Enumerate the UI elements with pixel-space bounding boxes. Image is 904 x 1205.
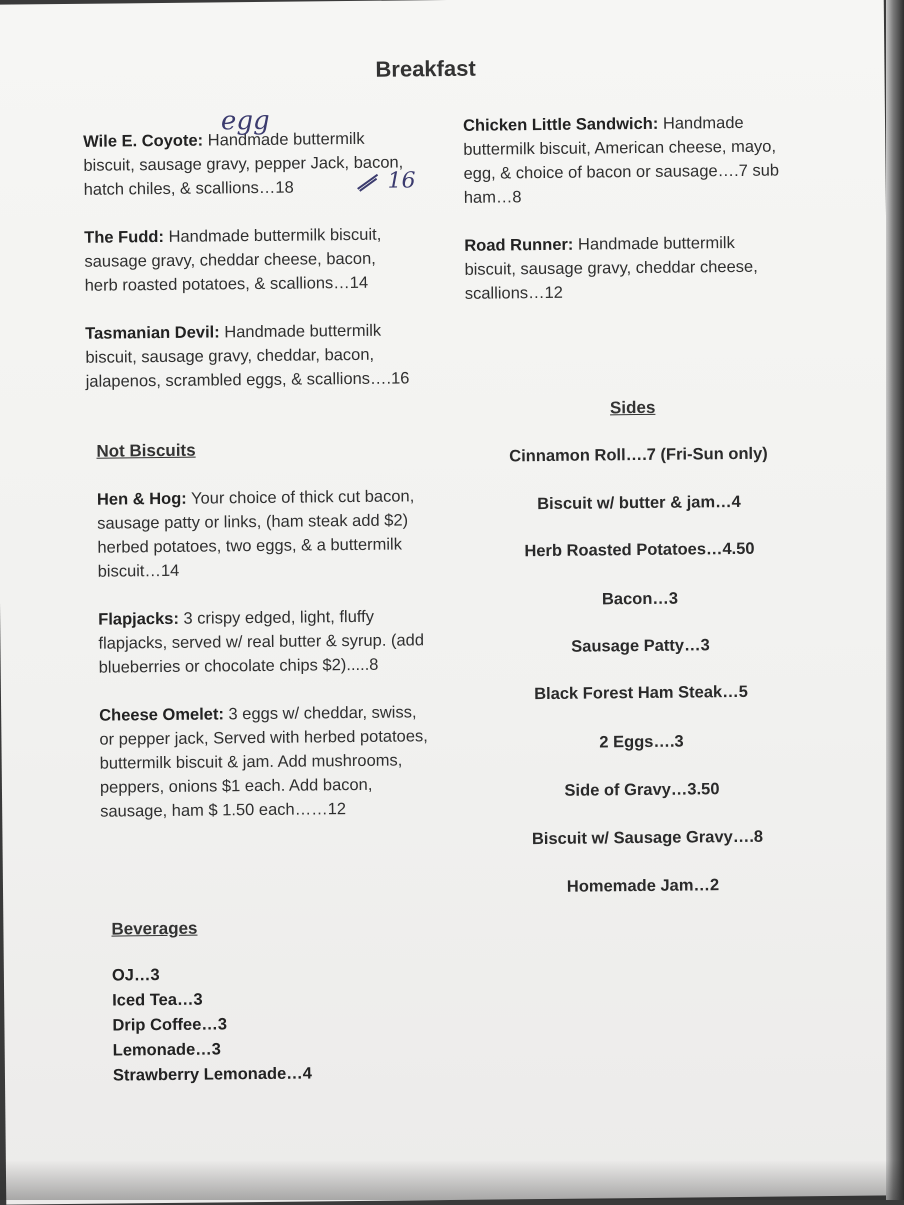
paper-edge-shadow <box>886 0 904 1200</box>
menu-item-road-runner <box>464 231 783 306</box>
menu-item-tasmanian-devil <box>85 318 411 393</box>
item-description: Handmade buttermilk biscuit, sausage gravy, cheddar cheese, scallions…12 <box>464 233 758 303</box>
price-strikethrough-mark <box>356 171 380 193</box>
item-name: Cheese Omelet: <box>99 705 224 725</box>
not-biscuits-section <box>96 436 430 823</box>
page-title: Breakfast <box>375 55 476 82</box>
beverage-item: OJ…3 <box>111 966 160 985</box>
menu-item-chicken-little-sandwich <box>463 111 782 210</box>
side-item: Biscuit w/ butter & jam…4 <box>537 492 741 514</box>
item-name: Flapjacks: <box>98 609 179 629</box>
sandwich-list <box>463 111 783 306</box>
biscuit-list <box>83 126 411 393</box>
item-name: The Fudd: <box>84 227 165 247</box>
beverages-section <box>111 914 413 1088</box>
item-name: Road Runner: <box>464 235 574 255</box>
item-name: Chicken Little Sandwich: <box>462 114 659 135</box>
side-item: Biscuit w/ Sausage Gravy….8 <box>531 827 764 849</box>
side-item: Cinnamon Roll….7 (Fri-Sun only) <box>509 444 768 466</box>
menu-item-hen-and-hog <box>97 484 428 583</box>
side-item: Black Forest Ham Steak…5 <box>534 682 748 704</box>
beverage-item: Lemonade…3 <box>112 1040 221 1060</box>
item-description: 3 eggs w/ cheddar, swiss, or pepper jack, Served with herbed potatoes, buttermilk biscuit & jam. Add mushrooms, peppers, onions $1 each. Add bacon, sausage, ham $ 1.50 each……12 <box>99 703 428 821</box>
item-description: Your choice of thick cut bacon, sausage patty or links, (ham steak add $2) herbed potatoes, two eggs, & a buttermilk biscuit…14 <box>97 487 415 581</box>
menu-item-flapjacks <box>98 604 429 679</box>
handwritten-egg-note: egg <box>220 105 270 137</box>
handwritten-price-note: 16 <box>387 168 416 194</box>
section-heading-sides: Sides <box>609 397 656 418</box>
side-item: 2 Eggs….3 <box>599 732 684 752</box>
section-heading-not-biscuits: Not Biscuits <box>96 440 196 461</box>
beverage-item: Drip Coffee…3 <box>112 1015 228 1035</box>
side-item: Homemade Jam…2 <box>566 876 720 896</box>
item-name: Wile E. Coyote: <box>83 131 204 151</box>
side-item: Bacon…3 <box>601 589 679 609</box>
side-item: Herb Roasted Potatoes…4.50 <box>524 539 755 561</box>
bottom-shadow <box>0 1160 904 1200</box>
item-description: 3 crispy edged, light, fluffy flapjacks, served w/ real butter & syrup. (add blueberries or chocolate chips $2).....8 <box>98 607 425 677</box>
menu-item-cheese-omelet <box>99 700 430 823</box>
item-description: Handmade buttermilk biscuit, sausage gravy, cheddar, bacon, jalapenos, scrambled eggs, & scallions….16 <box>85 321 410 391</box>
item-description: Handmade buttermilk biscuit, sausage gravy, pepper Jack, bacon, hatch chiles, & scallions…18 <box>83 129 404 199</box>
section-heading-beverages: Beverages <box>111 918 198 939</box>
menu-item-the-fudd <box>84 222 410 297</box>
beverage-item: Iced Tea…3 <box>112 990 203 1010</box>
item-name: Tasmanian Devil: <box>85 323 220 343</box>
item-description: Handmade buttermilk biscuit, American cheese, mayo, egg, & choice of bacon or sausage….7 sub ham…8 <box>463 113 780 207</box>
beverage-item: Strawberry Lemonade…4 <box>112 1064 313 1085</box>
side-item: Side of Gravy…3.50 <box>564 780 720 800</box>
item-description: Handmade buttermilk biscuit, sausage gravy, cheddar cheese, bacon, herb roasted potatoes, & scallions…14 <box>84 225 382 295</box>
item-name: Hen & Hog: <box>96 489 187 509</box>
side-item: Sausage Patty…3 <box>571 636 710 656</box>
